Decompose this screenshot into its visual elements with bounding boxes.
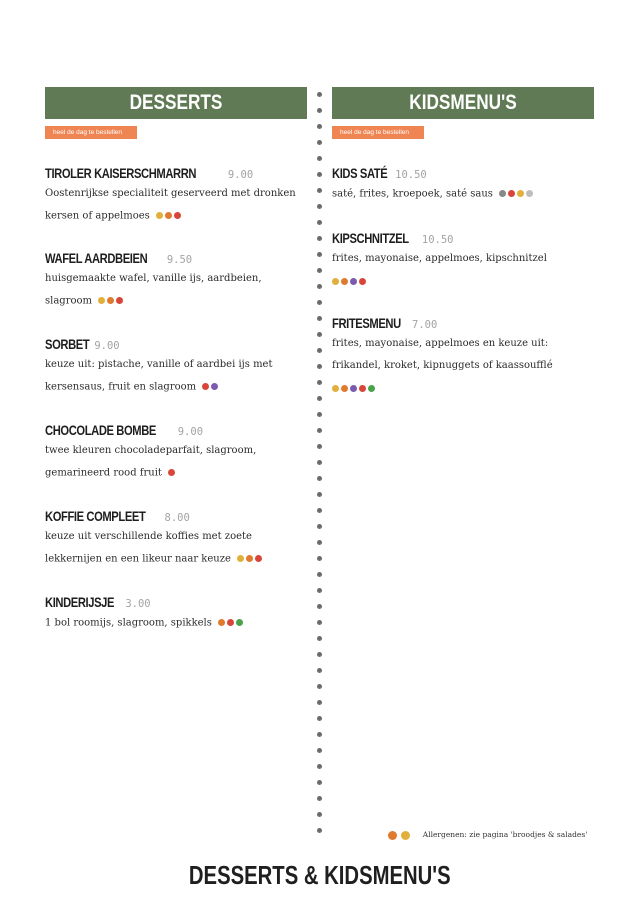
item-price: 3.00 [125, 598, 151, 610]
description-line [45, 290, 307, 313]
legend-text: Allergenen: zie pagina 'broodjes & salades' [422, 830, 588, 839]
description-line [45, 612, 307, 635]
divider-dot [317, 108, 322, 113]
allergen-icons [499, 183, 535, 205]
item-name: FRITESMENU [332, 315, 401, 331]
allergen-icon [165, 212, 172, 219]
allergen-icon [227, 619, 234, 626]
allergen-icon [508, 190, 515, 197]
description-text: slagroom [45, 295, 92, 307]
allergen-icon [107, 297, 114, 304]
allergen-icon [368, 385, 375, 392]
divider-dot [317, 828, 322, 833]
description-text: gemarineerd rood fruit [45, 467, 162, 479]
allergen-icon [156, 212, 163, 219]
allergen-icon [218, 619, 225, 626]
description-line [45, 548, 307, 571]
allergen-row [332, 378, 594, 392]
description-line [45, 526, 307, 548]
divider-dot [317, 300, 322, 305]
divider-dot [317, 236, 322, 241]
item-name: WAFEL AARDBEIEN [45, 250, 148, 266]
divider-dot [317, 140, 322, 145]
divider-dot [317, 460, 322, 465]
legend-dot-icon [401, 831, 410, 840]
divider-dot [317, 156, 322, 161]
footer-text: DESSERTS & KIDSMENU'S [189, 860, 451, 890]
allergen-icon [350, 278, 357, 285]
item-price: 9.00 [227, 169, 254, 181]
menu-item [332, 313, 594, 392]
allergen-icons [98, 290, 125, 312]
divider-dot [317, 284, 322, 289]
kids-tag: heel de dag te bestellen [332, 126, 424, 139]
menu-item [45, 506, 307, 571]
description-text: kersensaus, fruit en slagroom [45, 381, 197, 393]
description-line [332, 333, 594, 355]
column-divider [317, 92, 323, 842]
description-text: kersen of appelmoes [45, 210, 150, 222]
divider-dot [317, 764, 322, 769]
divider-dot [317, 620, 322, 625]
divider-dot [317, 572, 322, 577]
description-line [332, 355, 594, 377]
allergen-icons [218, 612, 245, 634]
item-name: KIPSCHNITZEL [332, 230, 409, 246]
divider-dot [317, 412, 322, 417]
menu-item [332, 163, 594, 206]
allergen-icon [237, 555, 244, 562]
item-description [45, 354, 307, 399]
desserts-column [45, 87, 307, 139]
kids-column [332, 87, 594, 139]
menu-item [45, 334, 307, 399]
divider-dot [317, 364, 322, 369]
allergen-icon [499, 190, 506, 197]
menu-item [45, 420, 307, 485]
description-line [45, 462, 307, 485]
divider-dot [317, 396, 322, 401]
item-price: 9.00 [177, 426, 204, 438]
allergen-icon [332, 385, 339, 392]
item-description [332, 183, 594, 206]
description-line [45, 183, 307, 205]
description-text: saté, frites, kroepoek, saté saus [332, 188, 493, 200]
allergen-icon [236, 619, 243, 626]
allergen-legend [388, 830, 587, 840]
item-price: 10.50 [421, 234, 454, 246]
allergen-icon [211, 383, 218, 390]
divider-dot [317, 188, 322, 193]
allergen-icon [255, 555, 262, 562]
page-footer-title [0, 860, 640, 891]
allergen-icon [246, 555, 253, 562]
allergen-icons [156, 205, 183, 227]
divider-dot [317, 508, 322, 513]
item-name: TIROLER KAISERSCHMARRN [45, 165, 197, 181]
description-text: lekkernijen en een likeur naar keuze [45, 553, 231, 565]
allergen-icons [202, 376, 220, 398]
item-description [45, 526, 307, 571]
allergen-icon [517, 190, 524, 197]
allergen-icons [168, 462, 177, 484]
divider-dot [317, 428, 322, 433]
divider-dot [317, 812, 322, 817]
divider-dot [317, 716, 322, 721]
divider-dot [317, 380, 322, 385]
description-text: keuze uit verschillende koffies met zoete [45, 531, 252, 542]
description-line [45, 354, 307, 376]
divider-dot [317, 252, 322, 257]
kids-header [332, 87, 594, 119]
divider-dot [317, 588, 322, 593]
menu-item [45, 592, 307, 635]
divider-dot [317, 700, 322, 705]
menu-item [45, 248, 307, 313]
item-description [332, 248, 594, 285]
item-name: CHOCOLADE BOMBE [45, 422, 156, 438]
item-description [45, 612, 307, 635]
description-line [332, 248, 594, 270]
allergen-icons [332, 271, 368, 293]
divider-dot [317, 316, 322, 321]
allergen-icon [341, 385, 348, 392]
divider-dot [317, 204, 322, 209]
item-price: 9.50 [166, 254, 193, 266]
description-line [45, 268, 307, 290]
divider-dot [317, 540, 322, 545]
divider-dot [317, 604, 322, 609]
allergen-icon [359, 278, 366, 285]
allergen-row [332, 271, 594, 285]
item-price: 9.00 [94, 340, 120, 352]
desserts-title: DESSERTS [69, 87, 284, 119]
divider-dot [317, 172, 322, 177]
description-text: keuze uit: pistache, vanille of aardbei ijs met [45, 359, 273, 370]
allergen-icon [168, 469, 175, 476]
divider-dot [317, 348, 322, 353]
description-line [332, 183, 594, 206]
divider-dot [317, 780, 322, 785]
item-description [45, 268, 307, 313]
divider-dot [317, 268, 322, 273]
allergen-icon [174, 212, 181, 219]
description-text: frites, mayonaise, appelmoes, kipschnitzel [332, 253, 547, 264]
divider-dot [317, 684, 322, 689]
item-name: KIDS SATÉ [332, 165, 388, 181]
divider-dot [317, 652, 322, 657]
divider-dot [317, 748, 322, 753]
item-price: 8.00 [164, 512, 190, 524]
allergen-icon [116, 297, 123, 304]
divider-dot [317, 492, 322, 497]
allergen-icon [98, 297, 105, 304]
description-line [45, 376, 307, 399]
menu-item [332, 228, 594, 285]
kids-title: KIDSMENU'S [356, 87, 571, 119]
divider-dot [317, 524, 322, 529]
allergen-icons [332, 378, 377, 400]
desserts-tag: heel de dag te bestellen [45, 126, 137, 139]
item-description [45, 183, 307, 228]
allergen-icon [341, 278, 348, 285]
menu-item [45, 163, 307, 228]
item-price: 10.50 [395, 169, 427, 181]
description-text: Oostenrijkse specialiteit geserveerd met dronken [45, 188, 296, 199]
description-text: huisgemaakte wafel, vanille ijs, aardbeien, [45, 273, 262, 284]
divider-dot [317, 796, 322, 801]
description-text: 1 bol roomijs, slagroom, spikkels [45, 617, 212, 629]
divider-dot [317, 220, 322, 225]
item-description [332, 333, 594, 392]
legend-dot-icon [388, 831, 397, 840]
divider-dot [317, 668, 322, 673]
description-line [45, 205, 307, 228]
divider-dot [317, 124, 322, 129]
divider-dot [317, 444, 322, 449]
allergen-icon [359, 385, 366, 392]
divider-dot [317, 476, 322, 481]
item-description [45, 440, 307, 485]
description-text: frikandel, kroket, kipnuggets of kaassoufflé [332, 360, 553, 371]
desserts-header [45, 87, 307, 119]
divider-dot [317, 732, 322, 737]
divider-dot [317, 332, 322, 337]
item-name: SORBET [45, 336, 90, 352]
description-text: frites, mayonaise, appelmoes en keuze uit: [332, 338, 549, 349]
divider-dot [317, 556, 322, 561]
allergen-icon [526, 190, 533, 197]
description-line [45, 440, 307, 462]
allergen-icon [350, 385, 357, 392]
item-price: 7.00 [412, 319, 438, 331]
item-name: KOFFIE COMPLEET [45, 508, 146, 524]
description-text: twee kleuren chocoladeparfait, slagroom, [45, 445, 257, 456]
divider-dot [317, 92, 322, 97]
item-name: KINDERIJSJE [45, 594, 115, 610]
divider-dot [317, 636, 322, 641]
allergen-icons [237, 548, 264, 570]
allergen-icon [202, 383, 209, 390]
allergen-icon [332, 278, 339, 285]
